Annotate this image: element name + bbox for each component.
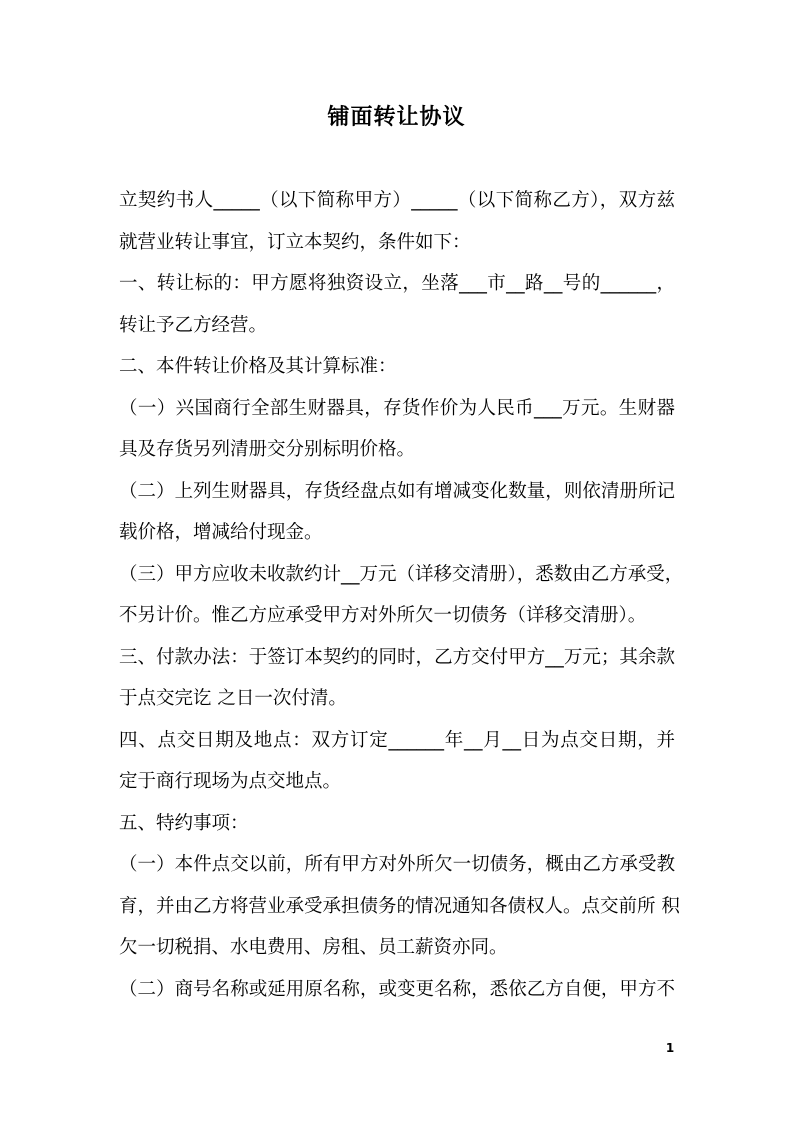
text-line: （三）甲方应收未收款约计__万元（详移交清册），悉数由乙方承受，: [119, 563, 684, 585]
text-line: 于点交完讫 之日一次付清。: [119, 688, 347, 709]
text-line: 转让予乙方经营。: [119, 314, 268, 336]
text-line: 载价格，增减给付现金。: [119, 522, 323, 543]
text-line: 立契约书人_____（以下简称甲方）_____（以下简称乙方），双方兹: [119, 190, 675, 211]
text-line: 定于商行现场为点交地点。: [119, 771, 342, 792]
text-line: 二、本件转让价格及其计算标准：: [119, 356, 397, 377]
text-line: 三、付款办法：于签订本契约的同时，乙方交付甲方__万元；其余款: [119, 646, 675, 668]
text-line: 育，并由乙方将营业承受承担债务的情况通知各债权人。点交前所 积: [119, 895, 680, 917]
text-line: （一）本件点交以前，所有甲方对外所欠一切债务，概由乙方承受教: [119, 854, 675, 875]
text-line: 四、点交日期及地点：双方订定______年__月__日为点交日期，并: [119, 729, 675, 751]
page-number: 1: [665, 1041, 675, 1055]
text-line: 具及存货另列清册交分别标明价格。: [119, 439, 416, 460]
text-line: 不另计价。惟乙方应承受甲方对外所欠一切债务（详移交清册）。: [119, 605, 647, 626]
agreement-body: [119, 185, 684, 1015]
text-line: （二）商号名称或延用原名称，或变更名称，悉依乙方自便，甲方不: [119, 978, 675, 1000]
text-line: 欠一切税捐、水电费用、房租、员工薪资亦同。: [119, 937, 508, 958]
document-title: 铺面转让协议: [327, 105, 466, 130]
text-line: 五、特约事项：: [119, 812, 249, 834]
text-line: （一）兴国商行全部生财器具，存货作价为人民币___万元。生财器: [119, 397, 675, 419]
text-line: 就营业转让事宜，订立本契约，条件如下：: [119, 231, 471, 253]
text-line: （二）上列生财器具，存货经盘点如有增减变化数量，则依清册所记: [119, 480, 675, 502]
text-line: 一、转让标的：甲方愿将独资设立，坐落___市__路__号的______，: [119, 273, 675, 294]
